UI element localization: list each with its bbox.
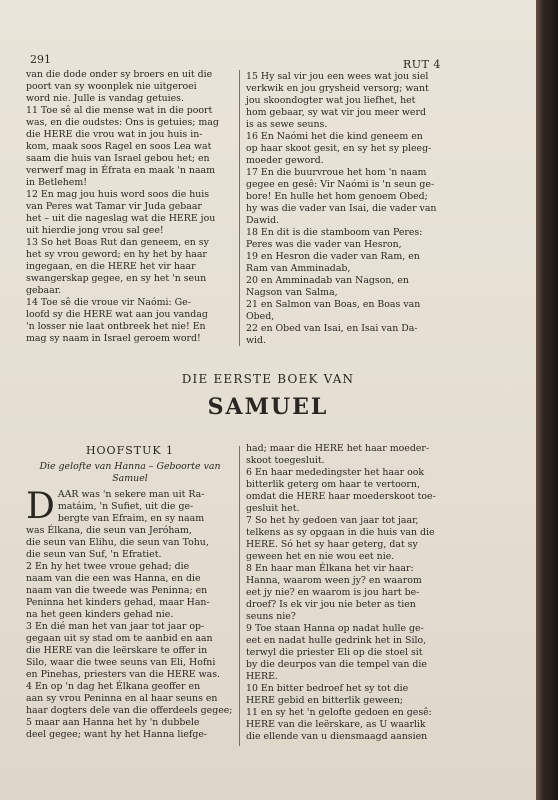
running-head: RUT 4	[403, 58, 441, 71]
text-line: HERE. Só het sy haar geterg, dat sy	[246, 539, 418, 550]
text-line: bergte van Efraim, en sy naam	[57, 513, 205, 524]
text-line: 15 Hy sal vir jou een wees wat jou siel	[246, 71, 429, 82]
chapter-heading: HOOFSTUK 1	[85, 444, 175, 457]
text-line: seuns nie?	[246, 611, 296, 622]
text-line: wid.	[246, 335, 267, 346]
text-line: AAR was 'n sekere man uit Ra-	[57, 489, 205, 500]
text-line: die ellende van u diensmaagd aansien	[246, 731, 428, 742]
text-line: naam van die tweede was Peninna; en	[26, 585, 208, 596]
text-line: HERE.	[246, 671, 278, 682]
text-line: Hanna, waarom ween jy? en waarom	[246, 575, 422, 586]
text-line: gegee en gesê: Vir Naómi is 'n seun ge-	[246, 179, 435, 190]
text-line: verkwik en jou grysheid versorg; want	[246, 83, 429, 94]
text-line: in Betlehem!	[26, 177, 88, 188]
text-line: aan sy vrou Peninna en al haar seuns en	[26, 693, 218, 704]
text-line: het – uit die nageslag wat die HERE jou	[26, 213, 216, 224]
text-line: skoot toegesluit.	[246, 455, 325, 466]
text-line: 5 maar aan Hanna het hy 'n dubbele	[26, 717, 200, 728]
text-line: 20 en Amminadab van Nagson, en	[246, 275, 409, 286]
book-spine	[534, 0, 558, 800]
text-line: is as sewe seuns.	[246, 119, 328, 130]
text-line: deel gegee; want hy het Hanna liefge-	[26, 729, 208, 740]
text-line: Nagson van Salma,	[246, 287, 338, 298]
text-line: loofd sy die HERE wat aan jou vandag	[26, 309, 208, 320]
text-line: 21 en Salmon van Boas, en Boas van	[246, 299, 421, 310]
book-subtitle: DIE EERSTE BOEK VAN	[181, 372, 355, 386]
text-line: HERE van die leërskare, as U waarlik	[246, 719, 426, 730]
text-line: 11 Toe sê al die mense wat in die poort	[26, 105, 213, 116]
samuel-left-column	[26, 445, 234, 741]
text-line: 7 So het hy gedoen van jaar tot jaar,	[246, 515, 419, 526]
text-line: die seun van Elihu, die seun van Tohu,	[26, 537, 209, 548]
section-title-line-1: Die gelofte van Hanna – Geboorte van	[39, 461, 221, 472]
text-line: HERE gebid en bitterlik geween;	[246, 695, 404, 706]
first-paragraph	[26, 486, 234, 741]
ruth-left-column	[26, 69, 234, 345]
text-line: telkens as sy opgaan in die huis van die	[246, 527, 435, 538]
text-line: bitterlik geterg om haar te vertoorn,	[246, 479, 420, 490]
text-line: van die dode onder sy broers en uit die	[26, 69, 213, 80]
text-line: moeder geword.	[246, 155, 324, 166]
text-line: 4 En op 'n dag het Élkana geoffer en	[26, 681, 201, 692]
text-line: Peninna het kinders gehad, maar Han-	[26, 597, 210, 608]
text-line: 9 Toe staan Hanna op nadat hulle ge-	[246, 623, 424, 634]
text-line: gesluit het.	[246, 503, 300, 514]
text-line: 14 Toe sê die vroue vir Naómi: Ge-	[26, 297, 191, 308]
text-line: Dawid.	[246, 215, 280, 226]
text-line: die HERE die vrou wat in jou huis in-	[26, 129, 203, 140]
text-line: geween het en nie wou eet nie.	[246, 551, 395, 562]
text-line: van Peres wat Tamar vir Juda gebaar	[26, 201, 202, 212]
text-line: ingegaan, en die HERE het vir haar	[26, 261, 196, 272]
text-line: 22 en Obed van Isai, en Isai van Da-	[246, 323, 418, 334]
book-title: SAMUEL	[207, 394, 329, 420]
text-line: 8 En haar man Élkana het vir haar:	[246, 563, 414, 574]
text-line: matáim, 'n Sufiet, uit die ge-	[57, 501, 194, 512]
text-line: was Élkana, die seun van Jeróham,	[26, 525, 192, 536]
text-line: droef? Is ek vir jou nie beter as tien	[246, 599, 416, 610]
text-line: Ram van Amminadab,	[246, 263, 351, 274]
text-line: die seun van Suf, 'n Efratiet.	[26, 549, 162, 560]
text-line: bore! En hulle het hom genoem Obed;	[246, 191, 428, 202]
text-line: en Pinehas, priesters van die HERE was.	[26, 669, 221, 680]
text-line: het sy vrou geword; en hy het by haar	[26, 249, 207, 260]
text-line: verwerf mag in Éfrata en maak 'n naam	[26, 165, 216, 176]
text-line: 16 En Naómi het die kind geneem en	[246, 131, 423, 142]
text-line: 10 En bitter bedroef het sy tot die	[246, 683, 409, 694]
text-line: eet en nadat hulle gedrink het in Silo,	[246, 635, 427, 646]
text-line: mag sy naam in Israel geroem word!	[26, 333, 201, 344]
text-line: hom gebaar, sy wat vir jou meer werd	[246, 107, 426, 118]
text-line: uit hierdie jong vrou sal gee!	[26, 225, 164, 236]
text-line: naam van die een was Hanna, en die	[26, 573, 201, 584]
column-rule-top	[239, 70, 240, 346]
text-line: terwyl die priester Eli op die stoel sit	[246, 647, 423, 658]
text-line: Silo, waar die twee seuns van Eli, Hofni	[26, 657, 216, 668]
text-line: 17 En die buurvroue het hom 'n naam	[246, 167, 427, 178]
text-line: by die deurpos van die tempel van die	[246, 659, 427, 670]
text-line: Obed,	[246, 311, 275, 322]
column-rule-bottom	[239, 446, 240, 746]
text-line: omdat die HERE haar moederskoot toe-	[246, 491, 436, 502]
text-line: 2 En hy het twee vroue gehad; die	[26, 561, 190, 572]
text-line: gegaan uit sy stad om te aanbid en aan	[26, 633, 213, 644]
text-line: 3 En dié man het van jaar tot jaar op-	[26, 621, 205, 632]
text-line: na het geen kinders gehad nie.	[26, 609, 174, 620]
text-line: 12 En mag jou huis word soos die huis	[26, 189, 210, 200]
text-line: was, en die oudstes: Ons is getuies; mag	[26, 117, 219, 128]
text-line: eet jy nie? en waarom is jou hart be-	[246, 587, 420, 598]
text-line: 13 So het Boas Rut dan geneem, en sy	[26, 237, 209, 248]
text-line: Peres was die vader van Hesron,	[246, 239, 402, 250]
text-line: word nie. Julle is vandag getuies.	[26, 93, 184, 104]
text-line: gebaar.	[26, 285, 62, 296]
text-line: op haar skoot gesit, en sy het sy pleeg-	[246, 143, 432, 154]
section-title-line-2: Samuel	[112, 473, 148, 484]
text-line: 11 en sy het 'n gelofte gedoen en gesê:	[246, 707, 432, 718]
drop-cap: D	[26, 486, 55, 527]
text-line: 18 En dit is die stamboom van Peres:	[246, 227, 423, 238]
text-line: saam die huis van Israel gebou het; en	[26, 153, 210, 164]
ruth-right-column	[246, 71, 454, 347]
text-line: poort van sy woonplek nie uitgeroei	[26, 81, 197, 92]
text-line: 19 en Hesron die vader van Ram, en	[246, 251, 420, 262]
text-line: die HERE van die leërskare te offer in	[26, 645, 208, 656]
text-line: kom, maak soos Ragel en soos Lea wat	[26, 141, 212, 152]
page-number: 291	[30, 53, 51, 66]
text-line: had; maar die HERE het haar moeder-	[246, 443, 430, 454]
text-line: hy was die vader van Isai, die vader van	[246, 203, 437, 214]
text-line: 'n losser nie laat ontbreek het nie! En	[26, 321, 206, 332]
text-line: swangerskap gegee, en sy het 'n seun	[26, 273, 207, 284]
text-line: jou skoondogter wat jou liefhet, het	[246, 95, 416, 106]
text-line: haar dogters dele van die offerdeels gegee;	[26, 705, 233, 716]
samuel-right-column	[246, 443, 454, 743]
text-line: 6 En haar mededingster het haar ook	[246, 467, 425, 478]
